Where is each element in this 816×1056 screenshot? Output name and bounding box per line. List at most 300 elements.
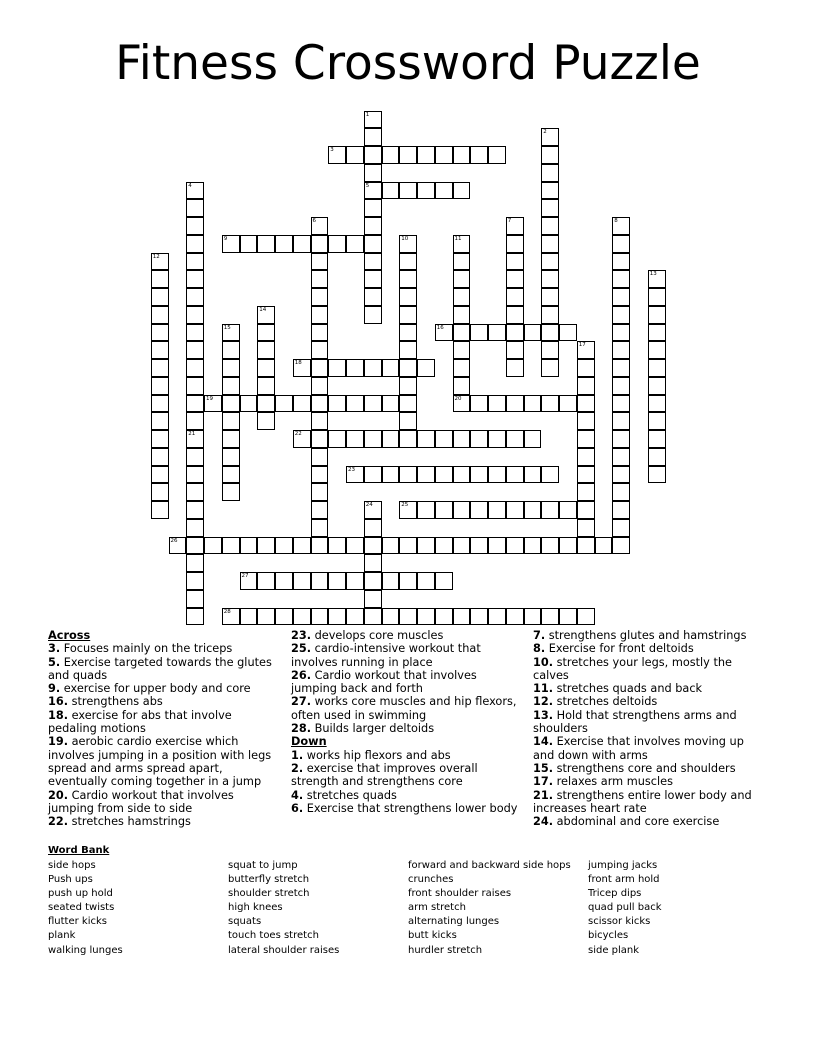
grid-cell[interactable] xyxy=(311,306,329,324)
grid-cell[interactable] xyxy=(151,324,169,342)
grid-cell[interactable] xyxy=(541,324,559,342)
grid-cell[interactable] xyxy=(453,324,471,342)
grid-cell[interactable] xyxy=(311,395,329,413)
grid-cell[interactable] xyxy=(435,608,453,626)
grid-cell[interactable] xyxy=(311,217,329,235)
grid-cell[interactable] xyxy=(186,217,204,235)
grid-cell[interactable] xyxy=(399,324,417,342)
grid-cell[interactable] xyxy=(541,359,559,377)
grid-cell[interactable] xyxy=(364,253,382,271)
grid-cell[interactable] xyxy=(612,537,630,555)
grid-cell[interactable] xyxy=(612,448,630,466)
grid-cell[interactable] xyxy=(186,199,204,217)
grid-cell[interactable] xyxy=(506,270,524,288)
grid-cell[interactable] xyxy=(169,537,187,555)
grid-cell[interactable] xyxy=(151,253,169,271)
grid-cell[interactable] xyxy=(186,608,204,626)
grid-cell[interactable] xyxy=(648,430,666,448)
grid-cell[interactable] xyxy=(612,324,630,342)
grid-cell[interactable] xyxy=(382,430,400,448)
grid-cell[interactable] xyxy=(399,572,417,590)
grid-cell[interactable] xyxy=(382,395,400,413)
grid-cell[interactable] xyxy=(328,572,346,590)
grid-cell[interactable] xyxy=(399,288,417,306)
grid-cell[interactable] xyxy=(275,572,293,590)
grid-cell[interactable] xyxy=(470,537,488,555)
grid-cell[interactable] xyxy=(151,359,169,377)
grid-cell[interactable] xyxy=(257,412,275,430)
grid-cell[interactable] xyxy=(453,306,471,324)
grid-cell[interactable] xyxy=(382,466,400,484)
grid-cell[interactable] xyxy=(399,146,417,164)
grid-cell[interactable] xyxy=(151,395,169,413)
grid-cell[interactable] xyxy=(648,306,666,324)
grid-cell[interactable] xyxy=(648,377,666,395)
grid-cell[interactable] xyxy=(453,466,471,484)
grid-cell[interactable] xyxy=(151,483,169,501)
grid-cell[interactable] xyxy=(541,341,559,359)
grid-cell[interactable] xyxy=(541,306,559,324)
grid-cell[interactable] xyxy=(293,359,311,377)
grid-cell[interactable] xyxy=(506,324,524,342)
grid-cell[interactable] xyxy=(470,466,488,484)
grid-cell[interactable] xyxy=(435,501,453,519)
grid-cell[interactable] xyxy=(453,288,471,306)
grid-cell[interactable] xyxy=(577,430,595,448)
grid-cell[interactable] xyxy=(612,519,630,537)
grid-cell[interactable] xyxy=(364,519,382,537)
grid-cell[interactable] xyxy=(417,501,435,519)
grid-cell[interactable] xyxy=(399,501,417,519)
grid-cell[interactable] xyxy=(186,554,204,572)
grid-cell[interactable] xyxy=(311,341,329,359)
grid-cell[interactable] xyxy=(346,430,364,448)
grid-cell[interactable] xyxy=(435,430,453,448)
grid-cell[interactable] xyxy=(648,341,666,359)
grid-cell[interactable] xyxy=(151,270,169,288)
grid-cell[interactable] xyxy=(612,341,630,359)
grid-cell[interactable] xyxy=(186,466,204,484)
grid-cell[interactable] xyxy=(541,270,559,288)
grid-cell[interactable] xyxy=(257,359,275,377)
grid-cell[interactable] xyxy=(506,288,524,306)
grid-cell[interactable] xyxy=(257,341,275,359)
grid-cell[interactable] xyxy=(577,483,595,501)
grid-cell[interactable] xyxy=(399,182,417,200)
grid-cell[interactable] xyxy=(541,128,559,146)
grid-cell[interactable] xyxy=(346,608,364,626)
grid-cell[interactable] xyxy=(151,306,169,324)
grid-cell[interactable] xyxy=(151,288,169,306)
grid-cell[interactable] xyxy=(311,483,329,501)
grid-cell[interactable] xyxy=(311,359,329,377)
grid-cell[interactable] xyxy=(311,377,329,395)
grid-cell[interactable] xyxy=(612,306,630,324)
grid-cell[interactable] xyxy=(293,395,311,413)
grid-cell[interactable] xyxy=(151,501,169,519)
grid-cell[interactable] xyxy=(541,182,559,200)
grid-cell[interactable] xyxy=(293,430,311,448)
grid-cell[interactable] xyxy=(364,182,382,200)
grid-cell[interactable] xyxy=(541,235,559,253)
grid-cell[interactable] xyxy=(453,146,471,164)
grid-cell[interactable] xyxy=(186,448,204,466)
grid-cell[interactable] xyxy=(151,430,169,448)
grid-cell[interactable] xyxy=(328,146,346,164)
grid-cell[interactable] xyxy=(612,466,630,484)
grid-cell[interactable] xyxy=(399,341,417,359)
grid-cell[interactable] xyxy=(222,377,240,395)
grid-cell[interactable] xyxy=(364,270,382,288)
grid-cell[interactable] xyxy=(328,235,346,253)
grid-cell[interactable] xyxy=(222,537,240,555)
grid-cell[interactable] xyxy=(275,537,293,555)
grid-cell[interactable] xyxy=(364,359,382,377)
grid-cell[interactable] xyxy=(151,412,169,430)
grid-cell[interactable] xyxy=(524,395,542,413)
grid-cell[interactable] xyxy=(399,270,417,288)
grid-cell[interactable] xyxy=(577,501,595,519)
grid-cell[interactable] xyxy=(417,359,435,377)
grid-cell[interactable] xyxy=(506,608,524,626)
grid-cell[interactable] xyxy=(186,395,204,413)
grid-cell[interactable] xyxy=(311,412,329,430)
grid-cell[interactable] xyxy=(470,395,488,413)
grid-cell[interactable] xyxy=(364,288,382,306)
grid-cell[interactable] xyxy=(648,448,666,466)
grid-cell[interactable] xyxy=(364,164,382,182)
grid-cell[interactable] xyxy=(453,341,471,359)
grid-cell[interactable] xyxy=(541,466,559,484)
grid-cell[interactable] xyxy=(311,288,329,306)
grid-cell[interactable] xyxy=(577,519,595,537)
grid-cell[interactable] xyxy=(435,324,453,342)
grid-cell[interactable] xyxy=(186,288,204,306)
grid-cell[interactable] xyxy=(311,448,329,466)
grid-cell[interactable] xyxy=(559,501,577,519)
grid-cell[interactable] xyxy=(346,359,364,377)
grid-cell[interactable] xyxy=(648,395,666,413)
grid-cell[interactable] xyxy=(240,235,258,253)
grid-cell[interactable] xyxy=(417,537,435,555)
grid-cell[interactable] xyxy=(612,483,630,501)
grid-cell[interactable] xyxy=(506,217,524,235)
grid-cell[interactable] xyxy=(453,359,471,377)
grid-cell[interactable] xyxy=(506,341,524,359)
grid-cell[interactable] xyxy=(382,608,400,626)
grid-cell[interactable] xyxy=(399,235,417,253)
grid-cell[interactable] xyxy=(577,608,595,626)
grid-cell[interactable] xyxy=(399,608,417,626)
grid-cell[interactable] xyxy=(559,537,577,555)
grid-cell[interactable] xyxy=(222,359,240,377)
grid-cell[interactable] xyxy=(275,608,293,626)
grid-cell[interactable] xyxy=(488,395,506,413)
grid-cell[interactable] xyxy=(311,253,329,271)
grid-cell[interactable] xyxy=(577,341,595,359)
grid-cell[interactable] xyxy=(612,395,630,413)
grid-cell[interactable] xyxy=(346,466,364,484)
grid-cell[interactable] xyxy=(470,146,488,164)
grid-cell[interactable] xyxy=(417,182,435,200)
grid-cell[interactable] xyxy=(328,430,346,448)
grid-cell[interactable] xyxy=(364,128,382,146)
grid-cell[interactable] xyxy=(435,146,453,164)
grid-cell[interactable] xyxy=(488,608,506,626)
grid-cell[interactable] xyxy=(328,359,346,377)
grid-cell[interactable] xyxy=(364,590,382,608)
grid-cell[interactable] xyxy=(559,324,577,342)
grid-cell[interactable] xyxy=(488,324,506,342)
grid-cell[interactable] xyxy=(577,412,595,430)
grid-cell[interactable] xyxy=(612,235,630,253)
grid-cell[interactable] xyxy=(257,572,275,590)
grid-cell[interactable] xyxy=(612,270,630,288)
grid-cell[interactable] xyxy=(399,359,417,377)
grid-cell[interactable] xyxy=(648,412,666,430)
grid-cell[interactable] xyxy=(399,253,417,271)
grid-cell[interactable] xyxy=(612,501,630,519)
grid-cell[interactable] xyxy=(453,430,471,448)
grid-cell[interactable] xyxy=(257,306,275,324)
grid-cell[interactable] xyxy=(417,466,435,484)
grid-cell[interactable] xyxy=(541,253,559,271)
grid-cell[interactable] xyxy=(541,395,559,413)
grid-cell[interactable] xyxy=(612,412,630,430)
grid-cell[interactable] xyxy=(364,235,382,253)
grid-cell[interactable] xyxy=(506,395,524,413)
grid-cell[interactable] xyxy=(577,395,595,413)
grid-cell[interactable] xyxy=(346,572,364,590)
grid-cell[interactable] xyxy=(399,377,417,395)
grid-cell[interactable] xyxy=(612,430,630,448)
grid-cell[interactable] xyxy=(524,430,542,448)
grid-cell[interactable] xyxy=(186,182,204,200)
grid-cell[interactable] xyxy=(559,608,577,626)
grid-cell[interactable] xyxy=(346,146,364,164)
grid-cell[interactable] xyxy=(186,483,204,501)
grid-cell[interactable] xyxy=(453,377,471,395)
grid-cell[interactable] xyxy=(364,395,382,413)
grid-cell[interactable] xyxy=(435,466,453,484)
grid-cell[interactable] xyxy=(506,501,524,519)
grid-cell[interactable] xyxy=(222,608,240,626)
grid-cell[interactable] xyxy=(417,430,435,448)
grid-cell[interactable] xyxy=(311,466,329,484)
grid-cell[interactable] xyxy=(222,448,240,466)
grid-cell[interactable] xyxy=(541,501,559,519)
grid-cell[interactable] xyxy=(648,324,666,342)
grid-cell[interactable] xyxy=(577,466,595,484)
grid-cell[interactable] xyxy=(257,395,275,413)
grid-cell[interactable] xyxy=(399,537,417,555)
grid-cell[interactable] xyxy=(311,235,329,253)
grid-cell[interactable] xyxy=(541,217,559,235)
grid-cell[interactable] xyxy=(470,501,488,519)
grid-cell[interactable] xyxy=(364,537,382,555)
grid-cell[interactable] xyxy=(417,572,435,590)
grid-cell[interactable] xyxy=(328,395,346,413)
grid-cell[interactable] xyxy=(453,235,471,253)
grid-cell[interactable] xyxy=(435,537,453,555)
grid-cell[interactable] xyxy=(311,537,329,555)
grid-cell[interactable] xyxy=(257,235,275,253)
grid-cell[interactable] xyxy=(382,182,400,200)
grid-cell[interactable] xyxy=(364,146,382,164)
grid-cell[interactable] xyxy=(151,377,169,395)
grid-cell[interactable] xyxy=(541,288,559,306)
grid-cell[interactable] xyxy=(186,537,204,555)
grid-cell[interactable] xyxy=(311,270,329,288)
grid-cell[interactable] xyxy=(311,519,329,537)
grid-cell[interactable] xyxy=(541,199,559,217)
grid-cell[interactable] xyxy=(293,537,311,555)
grid-cell[interactable] xyxy=(346,395,364,413)
grid-cell[interactable] xyxy=(524,537,542,555)
grid-cell[interactable] xyxy=(311,430,329,448)
grid-cell[interactable] xyxy=(364,466,382,484)
grid-cell[interactable] xyxy=(240,395,258,413)
grid-cell[interactable] xyxy=(186,590,204,608)
grid-cell[interactable] xyxy=(257,608,275,626)
grid-cell[interactable] xyxy=(240,537,258,555)
grid-cell[interactable] xyxy=(204,395,222,413)
grid-cell[interactable] xyxy=(453,395,471,413)
grid-cell[interactable] xyxy=(186,306,204,324)
grid-cell[interactable] xyxy=(399,395,417,413)
grid-cell[interactable] xyxy=(506,466,524,484)
grid-cell[interactable] xyxy=(293,235,311,253)
grid-cell[interactable] xyxy=(470,430,488,448)
grid-cell[interactable] xyxy=(364,554,382,572)
grid-cell[interactable] xyxy=(311,324,329,342)
grid-cell[interactable] xyxy=(648,270,666,288)
grid-cell[interactable] xyxy=(488,501,506,519)
grid-cell[interactable] xyxy=(399,430,417,448)
grid-cell[interactable] xyxy=(382,359,400,377)
grid-cell[interactable] xyxy=(435,182,453,200)
grid-cell[interactable] xyxy=(186,501,204,519)
grid-cell[interactable] xyxy=(222,412,240,430)
grid-cell[interactable] xyxy=(275,395,293,413)
grid-cell[interactable] xyxy=(186,519,204,537)
grid-cell[interactable] xyxy=(257,537,275,555)
grid-cell[interactable] xyxy=(311,501,329,519)
grid-cell[interactable] xyxy=(648,288,666,306)
grid-cell[interactable] xyxy=(506,359,524,377)
grid-cell[interactable] xyxy=(311,608,329,626)
grid-cell[interactable] xyxy=(470,608,488,626)
grid-cell[interactable] xyxy=(222,324,240,342)
grid-cell[interactable] xyxy=(488,146,506,164)
grid-cell[interactable] xyxy=(595,537,613,555)
grid-cell[interactable] xyxy=(222,395,240,413)
grid-cell[interactable] xyxy=(364,111,382,129)
grid-cell[interactable] xyxy=(399,466,417,484)
grid-cell[interactable] xyxy=(240,608,258,626)
grid-cell[interactable] xyxy=(222,430,240,448)
grid-cell[interactable] xyxy=(541,164,559,182)
grid-cell[interactable] xyxy=(151,466,169,484)
grid-cell[interactable] xyxy=(577,359,595,377)
grid-cell[interactable] xyxy=(364,501,382,519)
grid-cell[interactable] xyxy=(541,608,559,626)
grid-cell[interactable] xyxy=(186,412,204,430)
grid-cell[interactable] xyxy=(222,341,240,359)
grid-cell[interactable] xyxy=(541,146,559,164)
grid-cell[interactable] xyxy=(293,608,311,626)
grid-cell[interactable] xyxy=(186,341,204,359)
grid-cell[interactable] xyxy=(506,253,524,271)
grid-cell[interactable] xyxy=(151,448,169,466)
grid-cell[interactable] xyxy=(417,608,435,626)
grid-cell[interactable] xyxy=(382,572,400,590)
grid-cell[interactable] xyxy=(577,377,595,395)
grid-cell[interactable] xyxy=(222,466,240,484)
grid-cell[interactable] xyxy=(186,430,204,448)
grid-cell[interactable] xyxy=(453,270,471,288)
grid-cell[interactable] xyxy=(612,288,630,306)
grid-cell[interactable] xyxy=(293,572,311,590)
grid-cell[interactable] xyxy=(453,501,471,519)
grid-cell[interactable] xyxy=(257,377,275,395)
grid-cell[interactable] xyxy=(364,217,382,235)
grid-cell[interactable] xyxy=(453,253,471,271)
grid-cell[interactable] xyxy=(524,466,542,484)
grid-cell[interactable] xyxy=(648,359,666,377)
grid-cell[interactable] xyxy=(311,572,329,590)
grid-cell[interactable] xyxy=(328,537,346,555)
grid-cell[interactable] xyxy=(506,537,524,555)
grid-cell[interactable] xyxy=(275,235,293,253)
grid-cell[interactable] xyxy=(577,448,595,466)
grid-cell[interactable] xyxy=(346,235,364,253)
grid-cell[interactable] xyxy=(453,182,471,200)
grid-cell[interactable] xyxy=(257,324,275,342)
grid-cell[interactable] xyxy=(577,537,595,555)
grid-cell[interactable] xyxy=(648,466,666,484)
grid-cell[interactable] xyxy=(488,466,506,484)
grid-cell[interactable] xyxy=(612,377,630,395)
grid-cell[interactable] xyxy=(346,537,364,555)
grid-cell[interactable] xyxy=(488,537,506,555)
grid-cell[interactable] xyxy=(186,377,204,395)
grid-cell[interactable] xyxy=(186,270,204,288)
grid-cell[interactable] xyxy=(328,608,346,626)
grid-cell[interactable] xyxy=(506,235,524,253)
grid-cell[interactable] xyxy=(186,572,204,590)
grid-cell[interactable] xyxy=(559,395,577,413)
grid-cell[interactable] xyxy=(399,412,417,430)
grid-cell[interactable] xyxy=(186,324,204,342)
grid-cell[interactable] xyxy=(151,341,169,359)
grid-cell[interactable] xyxy=(364,430,382,448)
grid-cell[interactable] xyxy=(186,253,204,271)
grid-cell[interactable] xyxy=(240,572,258,590)
grid-cell[interactable] xyxy=(453,608,471,626)
grid-cell[interactable] xyxy=(470,324,488,342)
grid-cell[interactable] xyxy=(364,306,382,324)
grid-cell[interactable] xyxy=(541,537,559,555)
grid-cell[interactable] xyxy=(612,359,630,377)
grid-cell[interactable] xyxy=(186,359,204,377)
grid-cell[interactable] xyxy=(417,146,435,164)
grid-cell[interactable] xyxy=(524,324,542,342)
grid-cell[interactable] xyxy=(524,501,542,519)
grid-cell[interactable] xyxy=(186,235,204,253)
grid-cell[interactable] xyxy=(506,306,524,324)
grid-cell[interactable] xyxy=(524,608,542,626)
